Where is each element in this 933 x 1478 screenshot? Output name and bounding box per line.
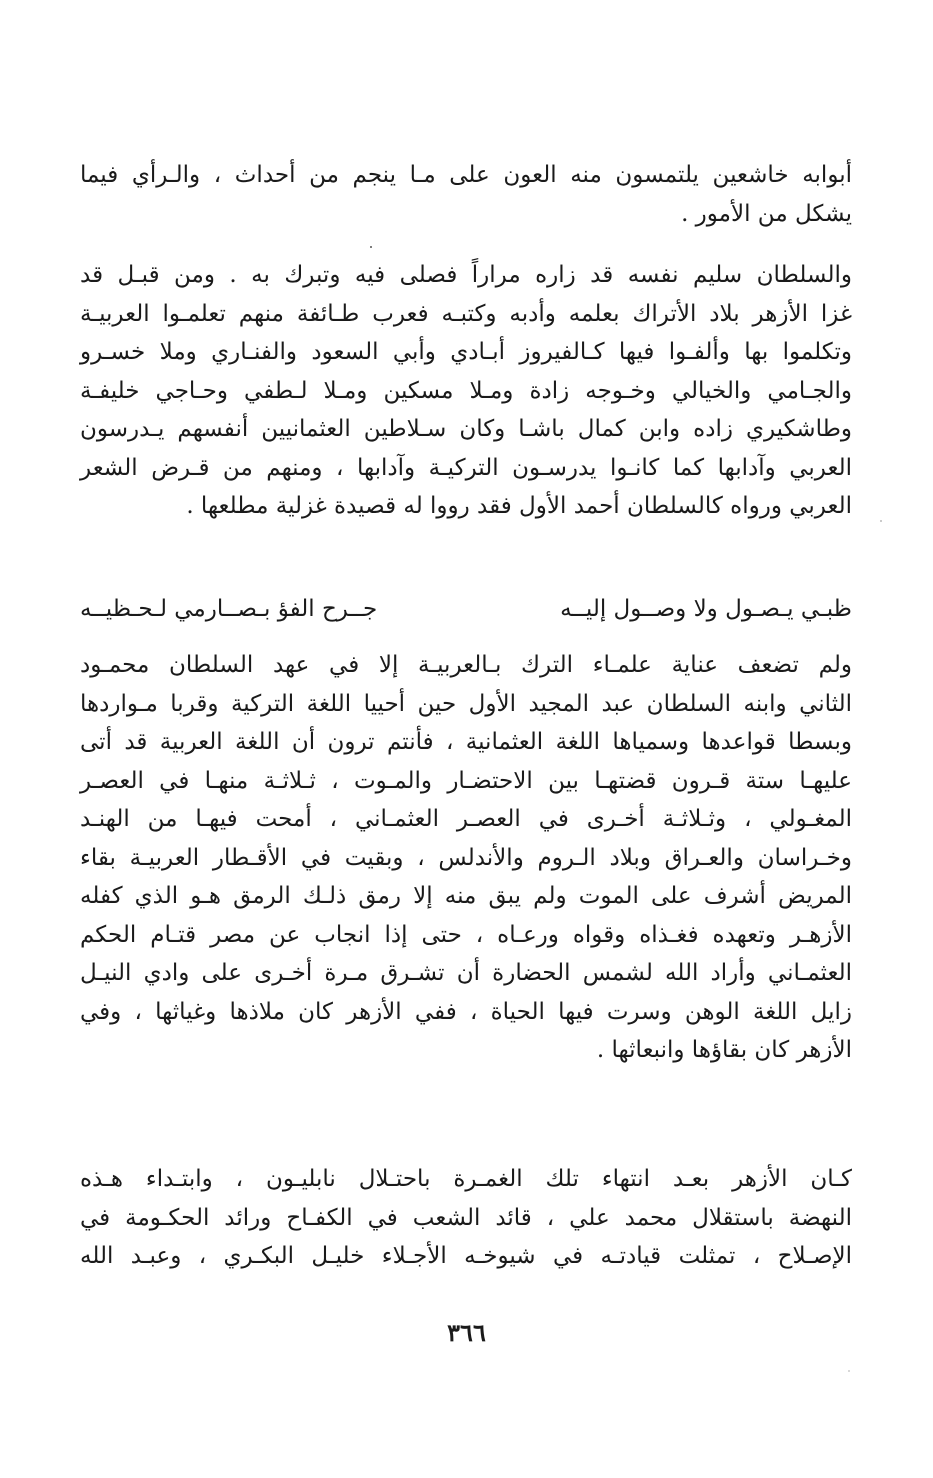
paragraph-line: والجـامي والخيالي وخـوجه زادة ومـلا مسكين ومـلا لـطفي وحـاجي خليفـة [80,377,852,404]
paragraph-line: العثمـاني وأراد الله لشمس الحضارة أن تشـرق مـرة أخـرى على وادي النيـل [80,960,852,986]
scan-speck [370,246,372,248]
paragraph-4 [80,1160,852,1276]
page-number: ٣٦٦ [447,1318,486,1347]
paragraph-1 [80,156,852,233]
paragraph-line: عليهـا ستة قـرون قضتهـا بين الاحتضـار والمـوت ، ثـلاثـة منهـا في العصـر [80,767,852,794]
paragraph-line: العربي ورواه كالسلطان أحمد الأول فقد رووا له قصيدة غزلية مطلعها . [186,493,852,519]
paragraph-line: الإصـلاح ، تمثلت قيادتـه في شيوخـه الأجـلاء خليـل البكـري ، وعبـد الله [80,1243,852,1269]
paragraph-line: أبوابه خاشعين يلتمسون منه العون على مـا ينجم من أحداث ، والـرأي فيما [80,162,852,188]
paragraph-line: غزا الأزهر بلاد الأتراك بعلمه وأدبه وكتبـه فعرب طـائفة منهم تعلمـوا العربيـة [80,300,852,327]
paragraph-line: كـان الأزهر بعـد انتهاء تلك الغمـرة باحتـلال نابليـون ، وابتـداء هـذه [80,1166,852,1192]
paragraph-line: المغـولي ، وثـلاثـة أخـرى في العصـر العثمـاني ، أمحت فيهـا من الهنـد [80,806,852,832]
scan-speck [880,520,882,522]
paragraph-line: النهضة باستقلال محمد علي ، قائد الشعب في الكفـاح ورائد الحكـومة في [80,1204,852,1231]
paragraph-line: يشكل من الأمور . [681,200,852,227]
paragraph-line: والسلطان سليم نفسه قد زاره مراراً فصلى فيه وتبرك به . ومن قبـل قد [80,262,852,288]
paragraph-line: الأزهر كان بقاؤها وانبعاثها . [596,1037,852,1063]
paragraph-line: الأزهـر وتعهده فغـذاه وقواه ورعـاه ، حتى إذا انجاب عن مصر قتـام الحكم [80,921,852,948]
paragraph-line: العربي وآدابها كما كانـوا يدرسـون التركيـة وآدابها ، ومنهم من قـرض الشعر [80,454,852,481]
verse-first-hemistich: ظبـي يـصـول ولا وصــول إليــه [560,596,852,622]
paragraph-line: وبسطا قواعدها وسمياها اللغة العثمانية ، فأنتم ترون أن اللغة العربية قد أتى [80,729,852,755]
paragraph-line: ولم تضعف عناية علمـاء الترك بـالعربيـة إلا في عهد السلطان محمـود [80,652,852,678]
paragraph-line: وتكلموا بها وألفـوا فيها كـالفيروز أبـادي وأبي السعود والفنـاري وملا خسـرو [80,339,852,365]
verse-second-hemistich: جــرح الفؤ بـصــارمي لـحـظيــه [80,596,378,622]
paragraph-2 [80,256,852,526]
paragraph-line: الثاني وابنه السلطان عبد المجيد الأول حين أحييا اللغة التركية وقربا مـواردها [80,690,852,717]
poem-verse [80,590,852,628]
paragraph-line: وخـراسان والعـراق وبلاد الـروم والأندلس ، وبقيت في الأقـطار العربيـة بقاء [80,844,852,871]
paragraph-line: زايل اللغة الوهن وسرت فيها الحياة ، ففي الأزهر كان ملاذها وغياثها ، وفي [80,998,852,1025]
paragraph-3 [80,646,852,1070]
paragraph-line: المريض أشرف على الموت ولم يبق منه إلا رمق ذلـك الرمق هـو الذي كفله [80,883,852,909]
paragraph-line: وطاشكيري زاده وابن كمال باشـا وكان سـلاطين العثمانيين أنفسهم يـدرسون [80,416,852,442]
scan-speck [848,1370,850,1372]
